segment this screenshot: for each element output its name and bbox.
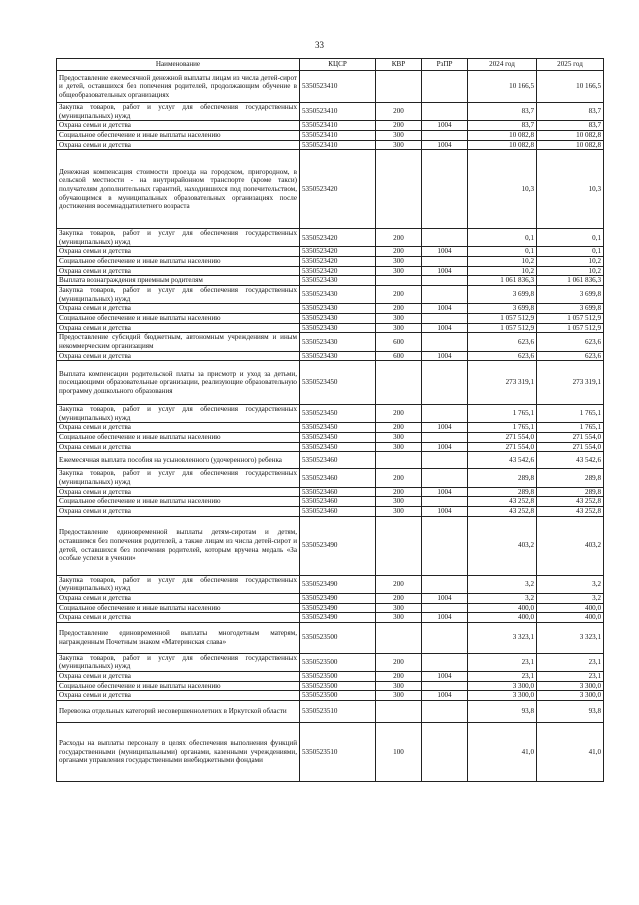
row-name: Социальное обеспечение и иные выплаты населению — [57, 257, 300, 267]
row-kvr: 300 — [376, 433, 422, 443]
row-kvr: 100 — [376, 722, 422, 781]
row-kvr: 200 — [376, 229, 422, 247]
row-name: Охрана семьи и детства — [57, 506, 300, 516]
row-value-2024: 3,2 — [468, 575, 537, 593]
row-kcsr: 5350523450 — [300, 423, 376, 433]
row-value-2024: 10 082,8 — [468, 130, 537, 140]
row-rzpr — [422, 103, 468, 121]
row-kvr — [376, 516, 422, 575]
row-name: Охрана семьи и детства — [57, 304, 300, 314]
row-name: Закупка товаров, работ и услуг для обеспечения государственных (муниципальных) нужд — [57, 405, 300, 423]
row-name: Социальное обеспечение и иные выплаты населению — [57, 497, 300, 507]
budget-table — [56, 58, 604, 782]
column-header-rzpr: РзПР — [422, 59, 468, 71]
row-value-2024: 10 166,5 — [468, 71, 537, 103]
row-kvr: 300 — [376, 506, 422, 516]
table-row — [57, 613, 604, 623]
row-value-2025: 1 057 512,9 — [537, 323, 604, 333]
row-value-2025: 10 082,8 — [537, 130, 604, 140]
row-kcsr: 5350523410 — [300, 121, 376, 131]
row-value-2025: 1 061 836,3 — [537, 276, 604, 286]
row-rzpr — [422, 130, 468, 140]
row-kvr: 300 — [376, 266, 422, 276]
row-rzpr: 1004 — [422, 121, 468, 131]
table-row — [57, 433, 604, 443]
row-rzpr — [422, 603, 468, 613]
row-value-2025: 271 554,0 — [537, 442, 604, 452]
row-value-2024: 3 300,0 — [468, 681, 537, 691]
row-kvr: 600 — [376, 351, 422, 361]
table-row — [57, 276, 604, 286]
table-row — [57, 313, 604, 323]
row-rzpr — [422, 700, 468, 722]
row-rzpr: 1004 — [422, 487, 468, 497]
row-value-2025: 10,3 — [537, 150, 604, 229]
table-row — [57, 229, 604, 247]
row-kcsr: 5350523430 — [300, 313, 376, 323]
row-kvr: 300 — [376, 442, 422, 452]
row-value-2025: 93,8 — [537, 700, 604, 722]
row-rzpr: 1004 — [422, 351, 468, 361]
row-rzpr — [422, 722, 468, 781]
row-value-2024: 3,2 — [468, 593, 537, 603]
row-value-2025: 0,1 — [537, 247, 604, 257]
row-rzpr — [422, 276, 468, 286]
row-kcsr: 5350523500 — [300, 691, 376, 701]
row-name: Расходы на выплаты персоналу в целях обеспечения выполнения функций государственными (муниципальными) органами, казенными учреждениями, органами управления государственными внебюджетными фондами — [57, 722, 300, 781]
table-row — [57, 506, 604, 516]
row-name: Социальное обеспечение и иные выплаты населению — [57, 603, 300, 613]
row-name: Ежемесячная выплата пособия на усыновленного (удочеренного) ребенка — [57, 452, 300, 469]
row-name: Предоставление субсидий бюджетным, автономным учреждениям и иным некоммерческим организациям — [57, 333, 300, 351]
row-name: Перевозка отдельных категорий несовершеннолетних в Иркутской области — [57, 700, 300, 722]
row-value-2024: 3 699,8 — [468, 286, 537, 304]
table-row — [57, 603, 604, 613]
row-kvr: 300 — [376, 681, 422, 691]
table-row — [57, 423, 604, 433]
row-kvr — [376, 150, 422, 229]
row-value-2024: 289,8 — [468, 469, 537, 487]
row-name: Охрана семьи и детства — [57, 351, 300, 361]
row-kcsr: 5350523500 — [300, 681, 376, 691]
row-name: Предоставление единовременной выплаты детям-сиротам и детям, оставшимся без попечения родителей, а также лицам из числа детей-сирот и детей, оставшихся без попечения родителей, которым вручена медаль «За особые успехи в учении» — [57, 516, 300, 575]
row-kvr: 200 — [376, 103, 422, 121]
row-rzpr: 1004 — [422, 506, 468, 516]
row-kvr: 200 — [376, 469, 422, 487]
row-kcsr: 5350523430 — [300, 276, 376, 286]
table-row — [57, 257, 604, 267]
row-kvr — [376, 622, 422, 653]
table-row — [57, 130, 604, 140]
row-kcsr: 5350523460 — [300, 469, 376, 487]
row-value-2024: 23,1 — [468, 653, 537, 671]
row-value-2025: 3 699,8 — [537, 286, 604, 304]
row-kvr: 200 — [376, 487, 422, 497]
table-row — [57, 469, 604, 487]
table-row — [57, 71, 604, 103]
row-value-2025: 3 300,0 — [537, 691, 604, 701]
row-value-2025: 1 765,1 — [537, 423, 604, 433]
row-rzpr — [422, 333, 468, 351]
row-rzpr: 1004 — [422, 247, 468, 257]
row-value-2024: 43 542,6 — [468, 452, 537, 469]
row-value-2025: 271 554,0 — [537, 433, 604, 443]
table-row — [57, 681, 604, 691]
row-value-2024: 400,0 — [468, 603, 537, 613]
table-row — [57, 722, 604, 781]
row-value-2025: 3 323,1 — [537, 622, 604, 653]
row-kvr: 200 — [376, 672, 422, 682]
row-rzpr — [422, 622, 468, 653]
table-row — [57, 333, 604, 351]
row-rzpr — [422, 361, 468, 405]
table-row — [57, 405, 604, 423]
row-kcsr: 5350523420 — [300, 257, 376, 267]
column-header-kvr: КВР — [376, 59, 422, 71]
row-value-2024: 93,8 — [468, 700, 537, 722]
page-number: 33 — [315, 40, 324, 50]
row-kvr: 200 — [376, 593, 422, 603]
row-kcsr: 5350523410 — [300, 130, 376, 140]
row-value-2025: 41,0 — [537, 722, 604, 781]
row-value-2024: 1 057 512,9 — [468, 313, 537, 323]
row-value-2024: 0,1 — [468, 247, 537, 257]
row-name: Закупка товаров, работ и услуг для обеспечения государственных (муниципальных) нужд — [57, 469, 300, 487]
row-value-2024: 623,6 — [468, 351, 537, 361]
row-kcsr: 5350523460 — [300, 497, 376, 507]
row-kvr — [376, 361, 422, 405]
row-kvr — [376, 452, 422, 469]
table-row — [57, 672, 604, 682]
row-kvr: 200 — [376, 247, 422, 257]
table-row — [57, 516, 604, 575]
row-kcsr: 5350523430 — [300, 351, 376, 361]
row-value-2024: 83,7 — [468, 103, 537, 121]
row-name: Охрана семьи и детства — [57, 121, 300, 131]
table-row — [57, 121, 604, 131]
row-kcsr: 5350523420 — [300, 247, 376, 257]
row-value-2024: 23,1 — [468, 672, 537, 682]
row-kcsr: 5350523460 — [300, 506, 376, 516]
table-row — [57, 351, 604, 361]
row-value-2025: 43 542,6 — [537, 452, 604, 469]
table-row — [57, 452, 604, 469]
row-name: Закупка товаров, работ и услуг для обеспечения государственных (муниципальных) нужд — [57, 103, 300, 121]
table-row — [57, 266, 604, 276]
row-name: Охрана семьи и детства — [57, 140, 300, 150]
row-kvr: 200 — [376, 575, 422, 593]
table-row — [57, 247, 604, 257]
row-kcsr: 5350523500 — [300, 672, 376, 682]
row-rzpr: 1004 — [422, 423, 468, 433]
table-header-row — [57, 59, 604, 71]
row-kvr: 200 — [376, 405, 422, 423]
row-kcsr: 5350523490 — [300, 593, 376, 603]
column-header-name: Наименование — [57, 59, 300, 71]
row-kvr: 300 — [376, 130, 422, 140]
row-kvr: 200 — [376, 121, 422, 131]
row-rzpr: 1004 — [422, 442, 468, 452]
row-value-2025: 0,1 — [537, 229, 604, 247]
row-rzpr: 1004 — [422, 304, 468, 314]
table-row — [57, 442, 604, 452]
row-value-2024: 1 765,1 — [468, 405, 537, 423]
row-rzpr: 1004 — [422, 613, 468, 623]
row-value-2025: 289,8 — [537, 469, 604, 487]
row-name: Социальное обеспечение и иные выплаты населению — [57, 130, 300, 140]
row-rzpr — [422, 516, 468, 575]
row-kvr: 300 — [376, 140, 422, 150]
row-kcsr: 5350523430 — [300, 333, 376, 351]
row-kcsr: 5350523410 — [300, 103, 376, 121]
row-rzpr — [422, 229, 468, 247]
row-value-2025: 10,2 — [537, 266, 604, 276]
row-rzpr — [422, 469, 468, 487]
row-name: Социальное обеспечение и иные выплаты населению — [57, 681, 300, 691]
row-name: Выплата компенсации родительской платы за присмотр и уход за детьми, посещающими образовательные организации, реализующие образовательную программу дошкольного образования — [57, 361, 300, 405]
row-value-2025: 400,0 — [537, 613, 604, 623]
row-name: Закупка товаров, работ и услуг для обеспечения государственных (муниципальных) нужд — [57, 229, 300, 247]
row-rzpr — [422, 405, 468, 423]
row-kvr: 300 — [376, 497, 422, 507]
table-row — [57, 593, 604, 603]
row-value-2024: 10,3 — [468, 150, 537, 229]
row-value-2025: 3,2 — [537, 575, 604, 593]
table-row — [57, 286, 604, 304]
row-name: Закупка товаров, работ и услуг для обеспечения государственных (муниципальных) нужд — [57, 286, 300, 304]
row-name: Охрана семьи и детства — [57, 423, 300, 433]
row-name: Закупка товаров, работ и услуг для обеспечения государственных (муниципальных) нужд — [57, 653, 300, 671]
row-kcsr: 5350523460 — [300, 487, 376, 497]
row-name: Денежная компенсация стоимости проезда на городском, пригородном, в сельской местности - на внутрирайонном транспорте (кроме такси) получателям дополнительных гарантий, находившихся под попечительством, обучающимся в муниципальных образовательных организациях после достижения восемнадцатилетнего возраста — [57, 150, 300, 229]
row-name: Предоставление единовременной выплаты многодетным матерям, награжденным Почетным знаком «Материнская слава» — [57, 622, 300, 653]
row-value-2025: 1 765,1 — [537, 405, 604, 423]
row-value-2024: 10,2 — [468, 257, 537, 267]
row-rzpr — [422, 286, 468, 304]
table-row — [57, 691, 604, 701]
table-row — [57, 361, 604, 405]
row-rzpr — [422, 150, 468, 229]
table-row — [57, 497, 604, 507]
row-name: Закупка товаров, работ и услуг для обеспечения государственных (муниципальных) нужд — [57, 575, 300, 593]
row-value-2025: 623,6 — [537, 333, 604, 351]
row-value-2025: 289,8 — [537, 487, 604, 497]
table-row — [57, 700, 604, 722]
row-name: Охрана семьи и детства — [57, 323, 300, 333]
row-value-2024: 623,6 — [468, 333, 537, 351]
row-value-2024: 1 057 512,9 — [468, 323, 537, 333]
row-value-2024: 83,7 — [468, 121, 537, 131]
row-rzpr — [422, 71, 468, 103]
column-header-2025: 2025 год — [537, 59, 604, 71]
row-value-2024: 3 300,0 — [468, 691, 537, 701]
table-row — [57, 150, 604, 229]
row-rzpr: 1004 — [422, 672, 468, 682]
row-kvr: 200 — [376, 423, 422, 433]
row-kcsr: 5350523410 — [300, 71, 376, 103]
row-name: Охрана семьи и детства — [57, 442, 300, 452]
table-row — [57, 140, 604, 150]
row-rzpr — [422, 653, 468, 671]
row-kcsr: 5350523450 — [300, 361, 376, 405]
row-kvr: 300 — [376, 257, 422, 267]
row-value-2024: 3 323,1 — [468, 622, 537, 653]
row-value-2024: 271 554,0 — [468, 442, 537, 452]
row-value-2024: 289,8 — [468, 487, 537, 497]
row-kcsr: 5350523450 — [300, 405, 376, 423]
table-row — [57, 622, 604, 653]
row-value-2025: 10 166,5 — [537, 71, 604, 103]
row-kvr: 300 — [376, 603, 422, 613]
row-value-2024: 271 554,0 — [468, 433, 537, 443]
row-rzpr — [422, 313, 468, 323]
row-value-2024: 400,0 — [468, 613, 537, 623]
row-value-2024: 273 319,1 — [468, 361, 537, 405]
row-value-2025: 83,7 — [537, 121, 604, 131]
row-value-2025: 3 699,8 — [537, 304, 604, 314]
row-rzpr — [422, 433, 468, 443]
row-kcsr: 5350523490 — [300, 575, 376, 593]
row-value-2025: 403,2 — [537, 516, 604, 575]
row-value-2024: 43 252,8 — [468, 506, 537, 516]
row-kcsr: 5350523430 — [300, 304, 376, 314]
row-kvr: 300 — [376, 313, 422, 323]
row-name: Выплата вознаграждения приемным родителям — [57, 276, 300, 286]
row-kcsr: 5350523420 — [300, 266, 376, 276]
row-value-2024: 43 252,8 — [468, 497, 537, 507]
row-value-2024: 403,2 — [468, 516, 537, 575]
row-kcsr: 5350523410 — [300, 140, 376, 150]
row-value-2024: 0,1 — [468, 229, 537, 247]
row-name: Охрана семьи и детства — [57, 593, 300, 603]
row-kvr: 300 — [376, 323, 422, 333]
column-header-2024: 2024 год — [468, 59, 537, 71]
row-value-2025: 43 252,8 — [537, 497, 604, 507]
row-kvr: 300 — [376, 691, 422, 701]
row-value-2025: 3 300,0 — [537, 681, 604, 691]
row-kvr: 200 — [376, 304, 422, 314]
table-row — [57, 575, 604, 593]
row-value-2025: 23,1 — [537, 653, 604, 671]
row-kcsr: 5350523420 — [300, 150, 376, 229]
row-kvr — [376, 276, 422, 286]
row-value-2025: 83,7 — [537, 103, 604, 121]
row-name: Охрана семьи и детства — [57, 247, 300, 257]
row-value-2025: 10 082,8 — [537, 140, 604, 150]
row-rzpr: 1004 — [422, 266, 468, 276]
row-kvr — [376, 71, 422, 103]
row-kvr: 300 — [376, 613, 422, 623]
row-kcsr: 5350523450 — [300, 442, 376, 452]
row-kcsr: 5350523430 — [300, 323, 376, 333]
row-rzpr — [422, 681, 468, 691]
row-kcsr: 5350523500 — [300, 622, 376, 653]
row-rzpr — [422, 257, 468, 267]
row-kcsr: 5350523510 — [300, 722, 376, 781]
row-kcsr: 5350523510 — [300, 700, 376, 722]
row-name: Охрана семьи и детства — [57, 487, 300, 497]
table-row — [57, 103, 604, 121]
row-kcsr: 5350523450 — [300, 433, 376, 443]
row-value-2024: 10 082,8 — [468, 140, 537, 150]
row-rzpr: 1004 — [422, 691, 468, 701]
row-value-2025: 23,1 — [537, 672, 604, 682]
row-rzpr: 1004 — [422, 593, 468, 603]
row-name: Охрана семьи и детства — [57, 266, 300, 276]
row-name: Предоставление ежемесячной денежной выплаты лицам из числа детей-сирот и детей, оставшихся без попечения родителей, продолжающим обучение в общеобразовательных организациях — [57, 71, 300, 103]
table-row — [57, 487, 604, 497]
row-kcsr: 5350523490 — [300, 516, 376, 575]
row-value-2025: 273 319,1 — [537, 361, 604, 405]
row-value-2024: 1 061 836,3 — [468, 276, 537, 286]
row-value-2025: 3,2 — [537, 593, 604, 603]
row-kvr: 200 — [376, 286, 422, 304]
row-value-2025: 43 252,8 — [537, 506, 604, 516]
table-body — [57, 71, 604, 782]
row-value-2025: 1 057 512,9 — [537, 313, 604, 323]
row-value-2025: 623,6 — [537, 351, 604, 361]
row-kcsr: 5350523460 — [300, 452, 376, 469]
row-kcsr: 5350523490 — [300, 603, 376, 613]
row-value-2024: 10,2 — [468, 266, 537, 276]
row-kvr: 600 — [376, 333, 422, 351]
row-kvr — [376, 700, 422, 722]
row-rzpr — [422, 452, 468, 469]
row-value-2024: 3 699,8 — [468, 304, 537, 314]
row-value-2024: 1 765,1 — [468, 423, 537, 433]
row-kcsr: 5350523430 — [300, 286, 376, 304]
row-name: Охрана семьи и детства — [57, 613, 300, 623]
row-rzpr — [422, 575, 468, 593]
row-kcsr: 5350523500 — [300, 653, 376, 671]
row-name: Социальное обеспечение и иные выплаты населению — [57, 433, 300, 443]
row-value-2024: 41,0 — [468, 722, 537, 781]
row-name: Охрана семьи и детства — [57, 691, 300, 701]
row-kcsr: 5350523420 — [300, 229, 376, 247]
row-value-2025: 10,2 — [537, 257, 604, 267]
column-header-kcsr: КЦСР — [300, 59, 376, 71]
row-name: Охрана семьи и детства — [57, 672, 300, 682]
row-kvr: 200 — [376, 653, 422, 671]
table-row — [57, 304, 604, 314]
row-rzpr — [422, 497, 468, 507]
row-kcsr: 5350523490 — [300, 613, 376, 623]
row-rzpr: 1004 — [422, 140, 468, 150]
table-row — [57, 653, 604, 671]
row-name: Социальное обеспечение и иные выплаты населению — [57, 313, 300, 323]
row-value-2025: 400,0 — [537, 603, 604, 613]
table-row — [57, 323, 604, 333]
row-rzpr: 1004 — [422, 323, 468, 333]
